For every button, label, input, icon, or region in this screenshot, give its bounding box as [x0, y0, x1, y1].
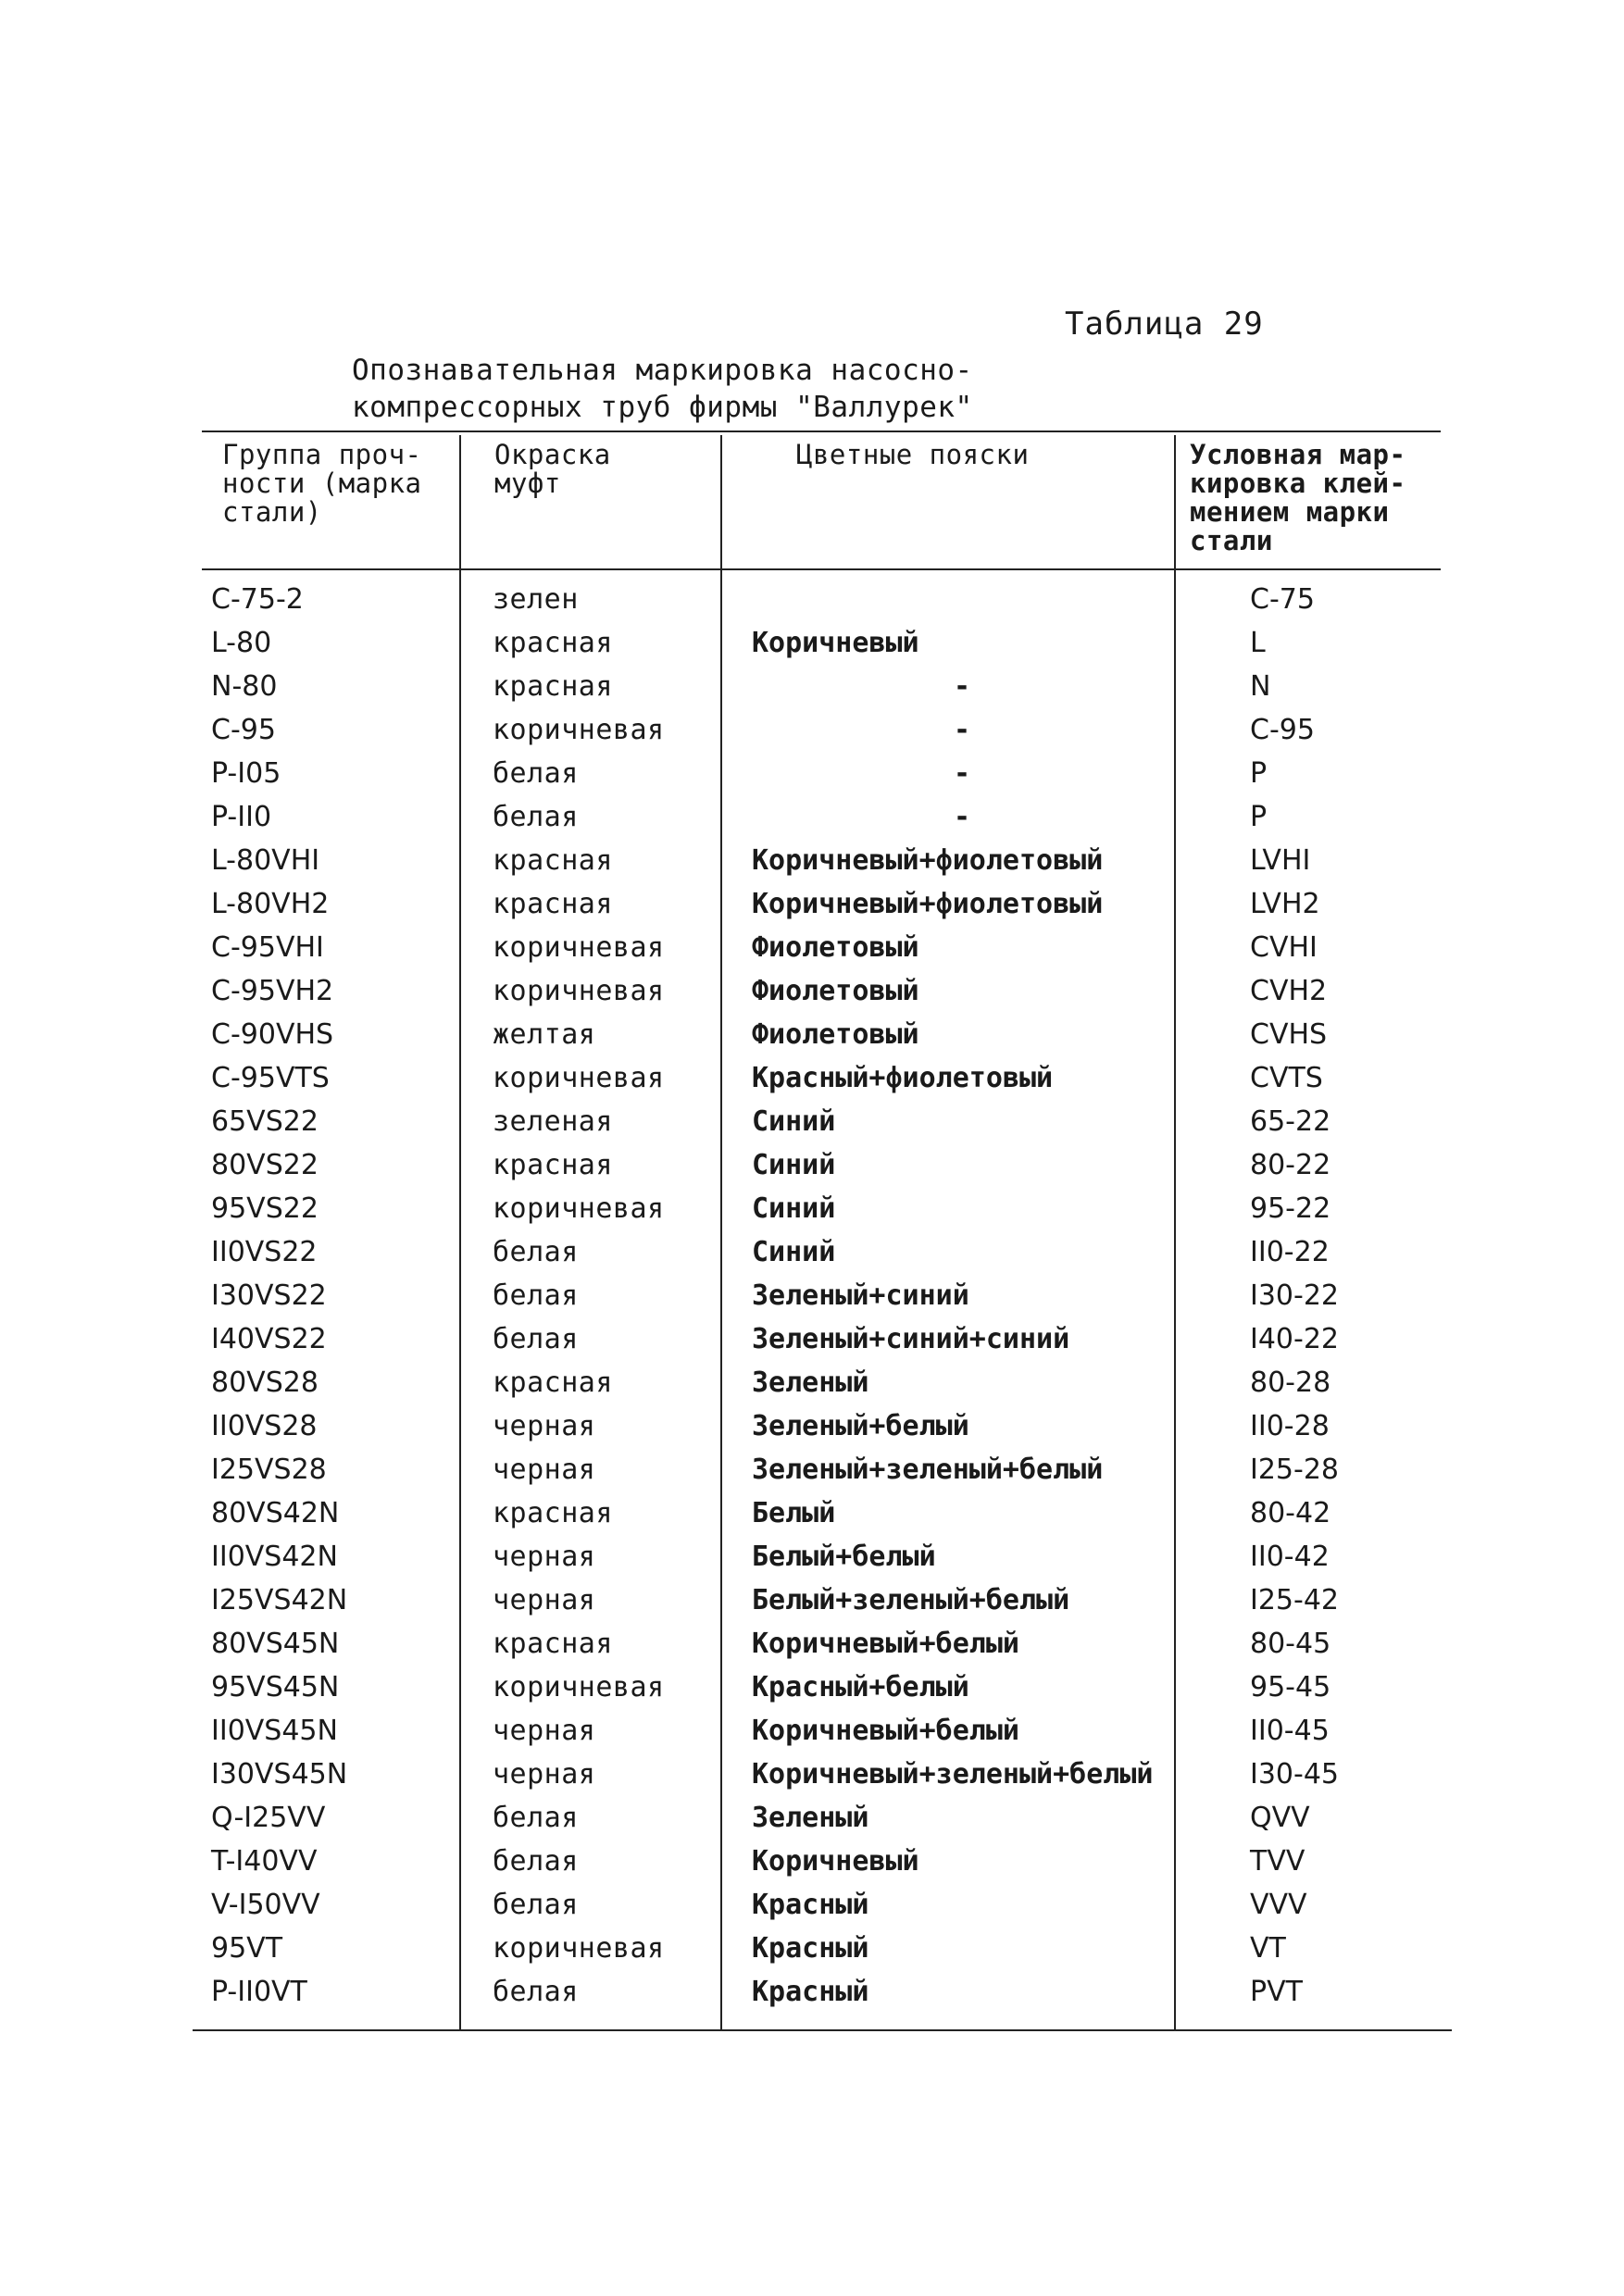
cell-coupling-color: белая [493, 1889, 579, 1921]
cell-coupling-color: зелен [493, 583, 579, 616]
cell-coupling-color: красная [493, 627, 613, 659]
cell-coupling-color: коричневая [493, 975, 665, 1007]
cell-stamp-marking: 65-22 [1250, 1105, 1331, 1138]
table-top-rule [202, 430, 1441, 432]
cell-steel-grade: 95VT [211, 1932, 283, 1965]
header-stamp-marking: Условная мар- кировка клей- мением марки стали [1190, 439, 1406, 556]
table-row [0, 1756, 1624, 1800]
cell-steel-grade: II0VS28 [211, 1410, 318, 1442]
table-row [0, 886, 1624, 930]
cell-steel-grade: II0VS22 [211, 1236, 318, 1268]
cell-color-bands: Фиолетовый [752, 931, 919, 964]
cell-coupling-color: желтая [493, 1018, 596, 1051]
cell-coupling-color: белая [493, 1845, 579, 1878]
cell-color-bands: Коричневый+зеленый+белый [752, 1758, 1154, 1791]
cell-stamp-marking: C-75 [1250, 583, 1315, 616]
cell-color-bands: - [954, 670, 971, 703]
cell-steel-grade: T-I40VV [211, 1845, 318, 1878]
cell-stamp-marking: 95-22 [1250, 1192, 1331, 1225]
cell-stamp-marking: QVV [1250, 1802, 1310, 1834]
cell-steel-grade: P-I05 [211, 757, 281, 790]
cell-coupling-color: красная [493, 1149, 613, 1181]
cell-steel-grade: C-90VHS [211, 1018, 334, 1051]
cell-coupling-color: коричневая [493, 714, 665, 746]
cell-coupling-color: красная [493, 888, 613, 920]
table-row [0, 1278, 1624, 1321]
table-row [0, 581, 1624, 625]
cell-stamp-marking: P [1250, 757, 1268, 790]
cell-coupling-color: белая [493, 1976, 579, 2008]
table-header-rule [202, 568, 1441, 570]
cell-coupling-color: черная [493, 1715, 596, 1747]
table-title-line-2: компрессорных труб фирмы "Валлурек" [352, 391, 973, 424]
cell-stamp-marking: I30-22 [1250, 1279, 1340, 1312]
cell-stamp-marking: 80-22 [1250, 1149, 1331, 1181]
cell-color-bands: Коричневый [752, 1845, 919, 1878]
cell-stamp-marking: I40-22 [1250, 1323, 1340, 1355]
table-row [0, 712, 1624, 755]
cell-stamp-marking: II0-42 [1250, 1541, 1330, 1573]
cell-steel-grade: V-I50VV [211, 1889, 320, 1921]
table-row [0, 1669, 1624, 1713]
header-coupling-color: Окраска муфт [494, 439, 611, 499]
cell-steel-grade: L-80VHI [211, 844, 320, 877]
cell-steel-grade: L-80 [211, 627, 272, 659]
table-row [0, 973, 1624, 1017]
cell-color-bands: Синий [752, 1149, 836, 1181]
cell-stamp-marking: I30-45 [1250, 1758, 1340, 1791]
cell-steel-grade: 80VS22 [211, 1149, 319, 1181]
table-row [0, 1321, 1624, 1365]
table-row [0, 1930, 1624, 1974]
cell-color-bands: Коричневый+фиолетовый [752, 844, 1104, 877]
cell-coupling-color: белая [493, 1802, 579, 1834]
cell-stamp-marking: II0-22 [1250, 1236, 1330, 1268]
table-row [0, 1234, 1624, 1278]
cell-steel-grade: 80VS28 [211, 1366, 319, 1399]
table-row [0, 799, 1624, 842]
cell-stamp-marking: 80-42 [1250, 1497, 1331, 1529]
table-row [0, 1147, 1624, 1191]
cell-steel-grade: C-95VHI [211, 931, 324, 964]
table-row [0, 1539, 1624, 1582]
table-row [0, 625, 1624, 668]
cell-stamp-marking: 95-45 [1250, 1671, 1331, 1703]
table-row [0, 1713, 1624, 1756]
cell-color-bands: Красный [752, 1932, 869, 1965]
table-row [0, 1495, 1624, 1539]
cell-steel-grade: 65VS22 [211, 1105, 319, 1138]
cell-stamp-marking: C-95 [1250, 714, 1315, 746]
cell-color-bands: Белый+зеленый+белый [752, 1584, 1070, 1616]
cell-coupling-color: черная [493, 1454, 596, 1486]
cell-stamp-marking: CVHI [1250, 931, 1318, 964]
cell-coupling-color: черная [493, 1541, 596, 1573]
cell-color-bands: Зеленый+белый [752, 1410, 969, 1442]
cell-steel-grade: 95VS22 [211, 1192, 319, 1225]
cell-coupling-color: коричневая [493, 931, 665, 964]
cell-stamp-marking: PVT [1250, 1976, 1303, 2008]
cell-coupling-color: красная [493, 1628, 613, 1660]
cell-steel-grade: C-95VTS [211, 1062, 330, 1094]
cell-coupling-color: коричневая [493, 1671, 665, 1703]
table-row [0, 1582, 1624, 1626]
cell-color-bands: Красный [752, 1889, 869, 1921]
cell-steel-grade: C-75-2 [211, 583, 304, 616]
table-row [0, 1104, 1624, 1147]
cell-stamp-marking: VVV [1250, 1889, 1307, 1921]
cell-stamp-marking: I25-42 [1250, 1584, 1340, 1616]
cell-coupling-color: красная [493, 1497, 613, 1529]
table-row [0, 1843, 1624, 1887]
cell-color-bands: Коричневый+белый [752, 1715, 1019, 1747]
cell-color-bands: Зеленый+синий+синий [752, 1323, 1070, 1355]
cell-stamp-marking: LVH2 [1250, 888, 1320, 920]
cell-coupling-color: коричневая [493, 1192, 665, 1225]
table-row [0, 1974, 1624, 2017]
cell-steel-grade: L-80VH2 [211, 888, 330, 920]
cell-color-bands: Фиолетовый [752, 975, 919, 1007]
table-row [0, 1408, 1624, 1452]
table-row [0, 1191, 1624, 1234]
cell-color-bands: Белый+белый [752, 1541, 936, 1573]
cell-coupling-color: белая [493, 801, 579, 833]
cell-coupling-color: коричневая [493, 1062, 665, 1094]
table-title-line-1: Опознавательная маркировка насосно- [352, 354, 973, 387]
cell-coupling-color: красная [493, 1366, 613, 1399]
table-number: Таблица 29 [1065, 306, 1264, 343]
table-row [0, 1800, 1624, 1843]
cell-color-bands: Белый [752, 1497, 836, 1529]
cell-steel-grade: I30VS22 [211, 1279, 327, 1312]
cell-steel-grade: 80VS45N [211, 1628, 340, 1660]
table-row [0, 755, 1624, 799]
cell-color-bands: - [954, 757, 971, 790]
cell-color-bands: Коричневый [752, 627, 919, 659]
cell-stamp-marking: CVH2 [1250, 975, 1328, 1007]
cell-color-bands: Зеленый+зеленый+белый [752, 1454, 1104, 1486]
cell-color-bands: Зеленый [752, 1802, 869, 1834]
cell-coupling-color: красная [493, 844, 613, 877]
cell-color-bands: Синий [752, 1105, 836, 1138]
cell-stamp-marking: I25-28 [1250, 1454, 1340, 1486]
cell-stamp-marking: II0-45 [1250, 1715, 1330, 1747]
cell-coupling-color: коричневая [493, 1932, 665, 1965]
cell-color-bands: Зеленый [752, 1366, 869, 1399]
cell-coupling-color: черная [493, 1584, 596, 1616]
cell-steel-grade: I25VS28 [211, 1454, 327, 1486]
table-row [0, 1626, 1624, 1669]
cell-color-bands: Зеленый+синий [752, 1279, 969, 1312]
cell-stamp-marking: TVV [1250, 1845, 1305, 1878]
cell-coupling-color: белая [493, 1279, 579, 1312]
cell-stamp-marking: II0-28 [1250, 1410, 1330, 1442]
cell-color-bands: Коричневый+фиолетовый [752, 888, 1104, 920]
cell-steel-grade: C-95VH2 [211, 975, 334, 1007]
table-row [0, 1060, 1624, 1104]
cell-coupling-color: белая [493, 1236, 579, 1268]
cell-steel-grade: II0VS45N [211, 1715, 338, 1747]
table-bottom-rule [193, 2029, 1452, 2031]
cell-coupling-color: зеленая [493, 1105, 613, 1138]
cell-stamp-marking: VT [1250, 1932, 1286, 1965]
cell-color-bands: Красный+белый [752, 1671, 969, 1703]
cell-coupling-color: красная [493, 670, 613, 703]
cell-steel-grade: 80VS42N [211, 1497, 340, 1529]
cell-color-bands: Красный [752, 1976, 869, 2008]
cell-stamp-marking: CVTS [1250, 1062, 1323, 1094]
cell-coupling-color: белая [493, 1323, 579, 1355]
cell-steel-grade: I30VS45N [211, 1758, 348, 1791]
cell-color-bands: Синий [752, 1192, 836, 1225]
cell-steel-grade: P-II0VT [211, 1976, 307, 2008]
cell-stamp-marking: CVHS [1250, 1018, 1328, 1051]
cell-color-bands: Коричневый+белый [752, 1628, 1019, 1660]
cell-steel-grade: I25VS42N [211, 1584, 348, 1616]
cell-coupling-color: черная [493, 1758, 596, 1791]
cell-coupling-color: черная [493, 1410, 596, 1442]
table-row [0, 842, 1624, 886]
table-row [0, 1452, 1624, 1495]
cell-color-bands: - [954, 801, 971, 833]
table-row [0, 1017, 1624, 1060]
cell-stamp-marking: N [1250, 670, 1271, 703]
table-row [0, 1887, 1624, 1930]
cell-steel-grade: Q-I25VV [211, 1802, 326, 1834]
cell-color-bands: Фиолетовый [752, 1018, 919, 1051]
cell-color-bands: Синий [752, 1236, 836, 1268]
cell-steel-grade: I40VS22 [211, 1323, 327, 1355]
table-title [352, 352, 1037, 426]
cell-stamp-marking: 80-45 [1250, 1628, 1331, 1660]
cell-stamp-marking: LVHI [1250, 844, 1311, 877]
cell-steel-grade: 95VS45N [211, 1671, 340, 1703]
cell-steel-grade: C-95 [211, 714, 276, 746]
table-row [0, 930, 1624, 973]
cell-color-bands: - [954, 714, 971, 746]
cell-steel-grade: P-II0 [211, 801, 272, 833]
cell-color-bands: Красный+фиолетовый [752, 1062, 1054, 1094]
cell-stamp-marking: L [1250, 627, 1266, 659]
cell-stamp-marking: 80-28 [1250, 1366, 1331, 1399]
cell-steel-grade: II0VS42N [211, 1541, 338, 1573]
header-color-bands: Цветные пояски [796, 439, 1030, 470]
table-row [0, 1365, 1624, 1408]
cell-coupling-color: белая [493, 757, 579, 790]
cell-stamp-marking: P [1250, 801, 1268, 833]
header-strength-group: Группа проч- ности (марка стали) [222, 439, 422, 528]
table-row [0, 668, 1624, 712]
cell-steel-grade: N-80 [211, 670, 278, 703]
